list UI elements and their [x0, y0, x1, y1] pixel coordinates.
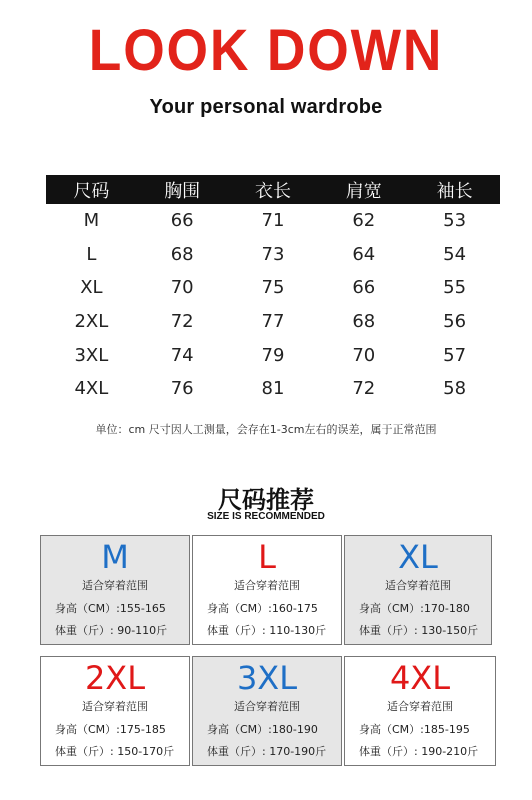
table-cell: 76	[170, 378, 194, 400]
table-header-row	[46, 175, 500, 204]
size-chart-table	[46, 175, 500, 406]
table-cell: 55	[443, 277, 467, 299]
size-card-m	[40, 535, 190, 645]
height-range: 身高（CM）:185-195	[359, 723, 470, 736]
size-code: L	[258, 538, 276, 576]
table-cell: 3XL	[74, 344, 109, 366]
column-header: 肩宽	[318, 175, 409, 204]
height-range: 身高（CM）:180-190	[207, 723, 318, 736]
table-cell: 68	[170, 243, 194, 265]
table-cell: 72	[170, 311, 194, 333]
table-row	[46, 238, 500, 272]
size-card-2xl	[40, 656, 190, 766]
table-cell: 73	[261, 243, 285, 265]
fit-range-label: 适合穿着范围	[385, 579, 451, 592]
table-cell: 71	[261, 210, 285, 232]
height-range: 身高（CM）:160-175	[207, 602, 318, 615]
table-cell: 81	[261, 378, 285, 400]
table-row	[46, 305, 500, 339]
column-header: 胸围	[137, 175, 228, 204]
size-card-4xl	[344, 656, 496, 766]
height-range: 身高（CM）:170-180	[359, 602, 470, 615]
table-cell: 79	[261, 344, 285, 366]
table-cell: L	[86, 243, 97, 265]
fit-range-label: 适合穿着范围	[234, 700, 300, 713]
table-cell: 2XL	[74, 311, 109, 333]
table-cell: 4XL	[74, 378, 109, 400]
fit-range-label: 适合穿着范围	[82, 700, 148, 713]
recommend-subtitle: SIZE IS RECOMMENDED	[207, 511, 325, 522]
column-header: 袖长	[409, 175, 500, 204]
weight-range: 体重（斤）: 110-130斤	[207, 624, 327, 637]
table-cell: 74	[170, 344, 194, 366]
size-card-xl	[344, 535, 492, 645]
tagline: Your personal wardrobe	[149, 96, 383, 118]
size-code: 3XL	[236, 659, 298, 697]
recommend-title: 尺码推荐	[218, 486, 314, 514]
size-card-3xl	[192, 656, 342, 766]
table-row	[46, 204, 500, 238]
weight-range: 体重（斤）: 130-150斤	[359, 624, 479, 637]
table-cell: 62	[352, 210, 376, 232]
measurement-note: 单位：cm 尺寸因人工测量，会存在1-3cm左右的误差，属于正常范围	[95, 423, 437, 436]
fit-range-label: 适合穿着范围	[234, 579, 300, 592]
column-header: 衣长	[228, 175, 319, 204]
table-cell: 66	[352, 277, 376, 299]
table-row	[46, 372, 500, 406]
table-cell: XL	[80, 277, 103, 299]
size-code: XL	[398, 538, 438, 576]
table-cell: 70	[352, 344, 376, 366]
table-cell: 64	[352, 243, 376, 265]
table-cell: 75	[261, 277, 285, 299]
weight-range: 体重（斤）: 170-190斤	[207, 745, 327, 758]
column-header: 尺码	[46, 175, 137, 204]
weight-range: 体重（斤）: 190-210斤	[359, 745, 479, 758]
weight-range: 体重（斤）: 90-110斤	[55, 624, 168, 637]
table-row	[46, 271, 500, 305]
fit-range-label: 适合穿着范围	[387, 700, 453, 713]
size-code: 2XL	[84, 659, 146, 697]
brand-title: LOOK DOWN	[88, 18, 444, 83]
table-cell: 57	[443, 344, 467, 366]
size-code: 4XL	[389, 659, 451, 697]
fit-range-label: 适合穿着范围	[82, 579, 148, 592]
height-range: 身高（CM）:175-185	[55, 723, 166, 736]
table-cell: 58	[443, 378, 467, 400]
table-cell: 68	[352, 311, 376, 333]
table-row	[46, 338, 500, 372]
height-range: 身高（CM）:155-165	[55, 602, 166, 615]
size-code: M	[101, 538, 129, 576]
table-cell: 66	[170, 210, 194, 232]
table-cell: 70	[170, 277, 194, 299]
weight-range: 体重（斤）: 150-170斤	[55, 745, 175, 758]
table-cell: 56	[443, 311, 467, 333]
table-cell: 54	[443, 243, 467, 265]
table-cell: 77	[261, 311, 285, 333]
size-card-l	[192, 535, 342, 645]
table-cell: M	[83, 210, 100, 232]
table-cell: 53	[443, 210, 467, 232]
table-cell: 72	[352, 378, 376, 400]
